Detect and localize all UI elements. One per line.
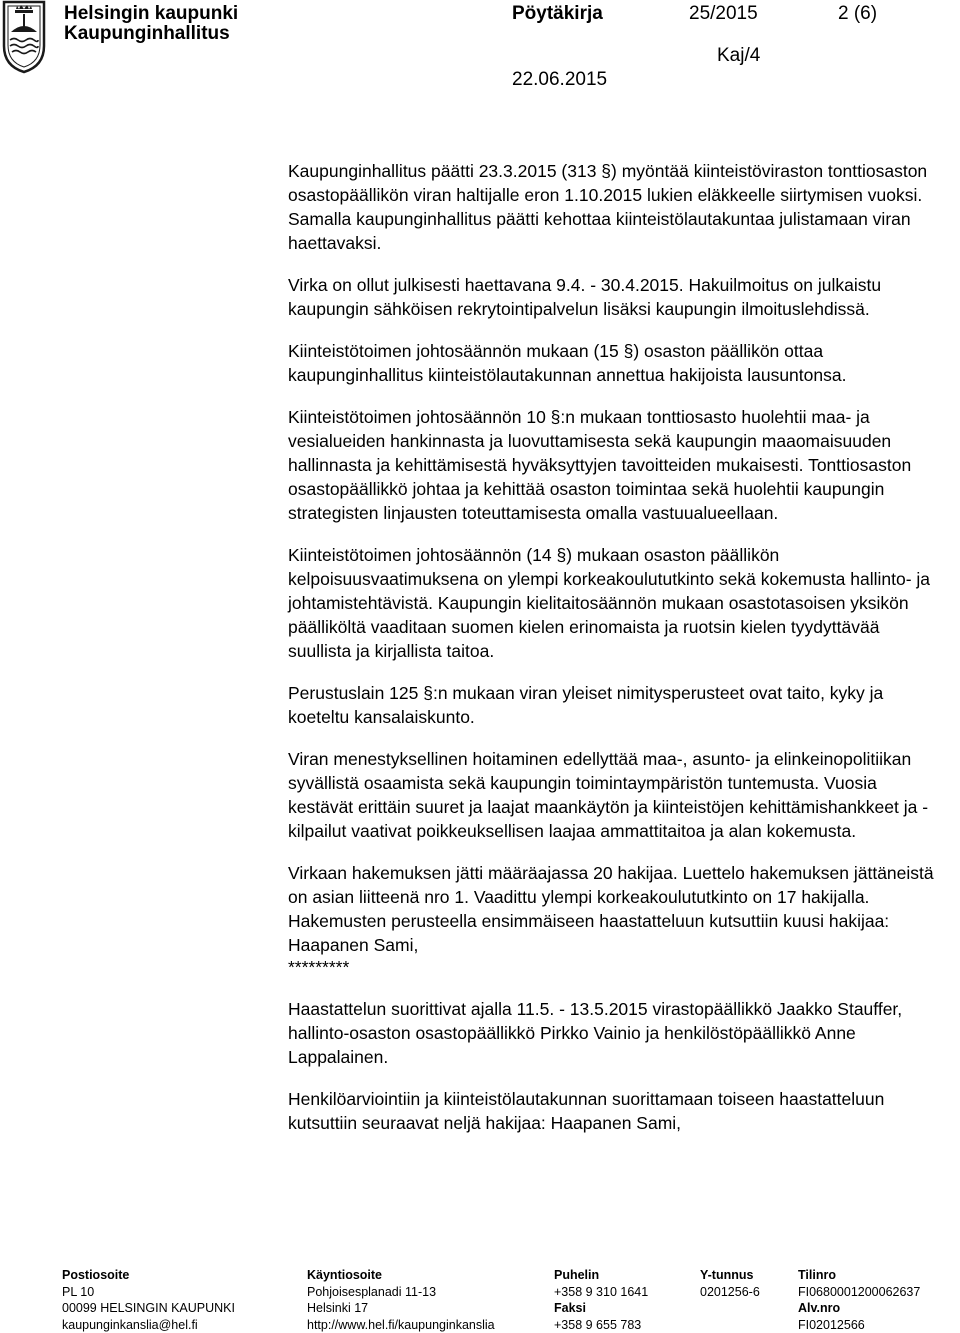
document-type: Pöytäkirja bbox=[512, 3, 603, 24]
section-number: Kaj/4 bbox=[717, 45, 761, 66]
footer-business-id bbox=[700, 1267, 760, 1300]
footer-line: Pohjoisesplanadi 11-13 bbox=[307, 1284, 437, 1299]
footer-phone bbox=[554, 1267, 648, 1333]
footer-heading: Alv.nro bbox=[798, 1301, 841, 1316]
paragraph-regulation-10: Kiinteistötoimen johtosäännön 10 §:n mukaan tonttiosasto huolehtii maa- ja vesialueiden hankinnasta ja luovuttamisesta sekä kaupungin maaomaisuuden hallinnasta ja kehittämisestä hyväksyttyjen tavoitteiden mukaisesti. Tonttiosaston osastopäällikkö johtaa ja kehittää osaston toimintaa sekä huolehtii kaupungin strategisten linjausten toteuttamisesta omalla vastuualueellaan. bbox=[288, 407, 912, 523]
paragraph-constitution: Perustuslain 125 §:n mukaan viran yleiset nimitysperusteet ovat taito, kyky ja koeteltu kansalaiskunto. bbox=[288, 683, 884, 727]
paragraph-application-period: Virka on ollut julkisesti haettavana 9.4. - 30.4.2015. Hakuilmoitus on julkaistu kaupungin sähköisen rekrytointipalvelun lisäksi kaupungin ilmoituslehdissä. bbox=[288, 275, 882, 319]
footer-website-link[interactable]: http://www.hel.fi/kaupunginkanslia bbox=[307, 1317, 495, 1332]
footer-postal-address bbox=[62, 1267, 235, 1333]
footer-line: PL 10 bbox=[62, 1284, 95, 1299]
footer-line: FI0680001200062637 bbox=[798, 1284, 921, 1299]
footer-line: 00099 HELSINGIN KAUPUNKI bbox=[62, 1301, 235, 1316]
body-name: Kaupunginhallitus bbox=[64, 23, 230, 44]
footer-account bbox=[798, 1267, 920, 1333]
document-body bbox=[288, 159, 938, 1153]
footer-visiting-address bbox=[307, 1267, 495, 1333]
footer-heading: Käyntiosoite bbox=[307, 1268, 383, 1282]
footer-heading: Faksi bbox=[554, 1301, 586, 1316]
document-number: 25/2015 bbox=[689, 3, 758, 24]
redacted-names: ********* bbox=[288, 957, 350, 977]
paragraph-qualifications: Kiinteistötoimen johtosäännön (14 §) mukaan osaston päällikön kelpoisuusvaatimuksena on ylempi korkeakoulututkinto sekä kokemusta hallinto- ja johtamistehtävistä. Kaupungin kielitaitosäännön mukaan osastotasoisen yksikön päälliköltä vaaditaan suomen kielen erinomaista ja ruotsin kielen tyydyttävää suullista ja kirjallista taitoa. bbox=[288, 545, 931, 661]
footer-heading: Puhelin bbox=[554, 1268, 600, 1282]
paragraph-second-interview: Henkilöarviointiin ja kiinteistölautakunnan suorittamaan toiseen haastatteluun kutsuttiin seuraavat neljä hakijaa: Haapanen Sami, bbox=[288, 1089, 885, 1133]
paragraph-interviews: Haastattelun suorittivat ajalla 11.5. - 13.5.2015 virastopäällikkö Jaakko Stauffer, hallinto-osaston osastopäällikkö Pirkko Vainio ja henkilöstöpäällikkö Anne Lappalainen. bbox=[288, 999, 903, 1067]
page-number: 2 (6) bbox=[838, 3, 878, 24]
document-date: 22.06.2015 bbox=[512, 69, 608, 90]
footer-line: +358 9 655 783 bbox=[554, 1317, 642, 1332]
footer-heading: Postiosoite bbox=[62, 1268, 130, 1282]
paragraph-regulation-15: Kiinteistötoimen johtosäännön mukaan (15 §) osaston päällikön ottaa kaupunginhallitus kiinteistölautakunnan annettua hakijoista lausuntonsa. bbox=[288, 341, 847, 385]
footer-line: +358 9 310 1641 bbox=[554, 1284, 649, 1299]
organization-name: Helsingin kaupunki bbox=[64, 3, 239, 24]
paragraph-decision: Kaupunginhallitus päätti 23.3.2015 (313 §) myöntää kiinteistöviraston tonttiosaston osastopäällikön viran haltijalle eron 1.10.2015 lukien eläkkeelle siirtymisen vuoksi. Samalla kaupunginhallitus päätti kehottaa kiinteistölautakuntaa julistamaan viran haettavaksi. bbox=[288, 161, 928, 253]
paragraph-requirements: Viran menestyksellinen hoitaminen edellyttää maa-, asunto- ja elinkeinopolitiikan syvällistä osaamista sekä kaupungin toimintaympäristön tuntemusta. Vuosia kestävät erittäin suuret ja laajat maankäytön ja kiinteistöjen kehittämishankkeet ja -kilpailut vaativat poikkeuksellisen laajaa ammattitaitoa ja alan kokemusta. bbox=[288, 749, 929, 841]
helsinki-crest-icon bbox=[2, 0, 46, 74]
footer-line: 0201256-6 bbox=[700, 1284, 760, 1299]
footer-heading: Tilinro bbox=[798, 1268, 836, 1282]
footer-line: Helsinki 17 bbox=[307, 1301, 369, 1316]
footer-heading: Y-tunnus bbox=[700, 1268, 754, 1282]
footer-email-link[interactable]: kaupunginkanslia@hel.fi bbox=[62, 1317, 198, 1332]
footer-line: FI02012566 bbox=[798, 1317, 865, 1332]
paragraph-applicants: Virkaan hakemuksen jätti määräajassa 20 hakijaa. Luettelo hakemuksen jättäneistä on asian liitteenä nro 1. Vaadittu ylempi korkeakoulututkinto on 17 hakijalla. Hakemusten perusteella ensimmäiseen haastatteluun kutsuttiin kuusi hakijaa: Haapanen Sami, bbox=[288, 863, 934, 955]
